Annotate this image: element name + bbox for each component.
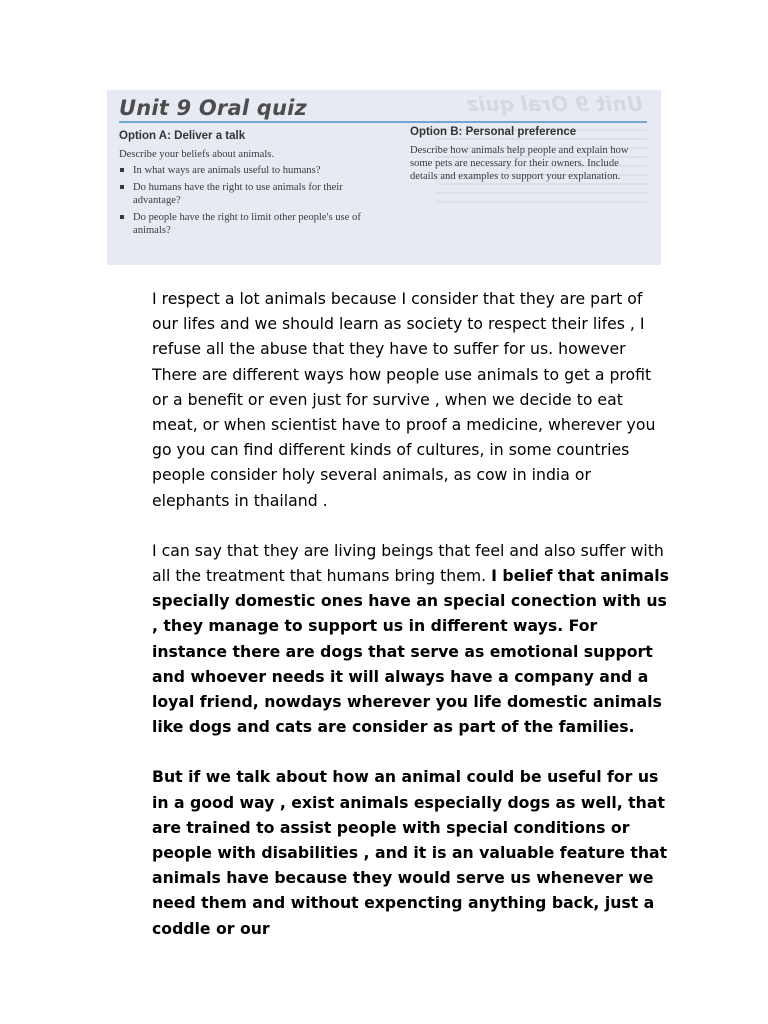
- option-b-text: Describe how animals help people and explain how some pets are necessary for their owners. Include details and examples to support your explanation.: [410, 145, 629, 182]
- square-bullet-icon: [120, 168, 124, 172]
- essay-paragraph-2-bold-text: I belief that animals specially domestic ones have an special conection with us , they manage to support us in different ways. For instance there are dogs that serve as emotional support and whoever needs it will always have a company and a loyal friend, nowdays wherever you life domestic animals like dogs and cats are consider as part of the families.: [152, 566, 669, 737]
- essay-body: [152, 286, 672, 966]
- essay-paragraph-1: I respect a lot animals because I consider that they are part of our lifes and we should learn as society to respect their lifes , I refuse all the abuse that they have to suffer for us. however There are different ways how people use animals to get a profit or a benefit or even just for survive , when we decide to eat meat, or when scientist have to proof a medicine, wherever you go you can find different kinds of cultures, in some countries people consider holy several animals, as cow in india or elephants in thailand .: [152, 289, 656, 510]
- quiz-scan-image: [107, 90, 661, 265]
- square-bullet-icon: [120, 185, 124, 189]
- option-b-heading: Option B: Personal preference: [410, 126, 577, 138]
- option-a-bullets: [119, 164, 369, 237]
- option-a-bullet: [119, 164, 369, 177]
- option-a-bullet: [119, 181, 369, 207]
- bleed-through-ghost-text: Unit 9 Oral quiz: [467, 92, 643, 116]
- option-a-heading: Option A: Deliver a talk: [119, 130, 246, 142]
- option-a-intro: Describe your beliefs about animals.: [119, 149, 275, 160]
- option-a-bullet: [119, 211, 369, 237]
- option-a-bullet-text: In what ways are animals useful to humans?: [133, 165, 321, 176]
- title-rule: [119, 121, 647, 123]
- essay-paragraph-2: [152, 538, 672, 740]
- option-a-bullet-text: Do people have the right to limit other people's use of animals?: [133, 212, 361, 236]
- option-a-column: [119, 130, 369, 241]
- option-b-column: [410, 126, 645, 186]
- square-bullet-icon: [120, 215, 124, 219]
- quiz-title: Unit 9 Oral quiz: [119, 96, 307, 120]
- essay-paragraph-3: But if we talk about how an animal could be useful for us in a good way , exist animals especially dogs as well, that are trained to assist people with special conditions or people with disabilities , and it is an valuable feature that animals have because they would serve us whenever we need them and without expencting anything back, just a coddle or our: [152, 767, 668, 938]
- option-a-bullet-text: Do humans have the right to use animals for their advantage?: [133, 182, 343, 206]
- essay-paragraph-2-text: I can say that they are living beings that feel and also suffer with all the treatment that humans bring them.: [152, 540, 664, 586]
